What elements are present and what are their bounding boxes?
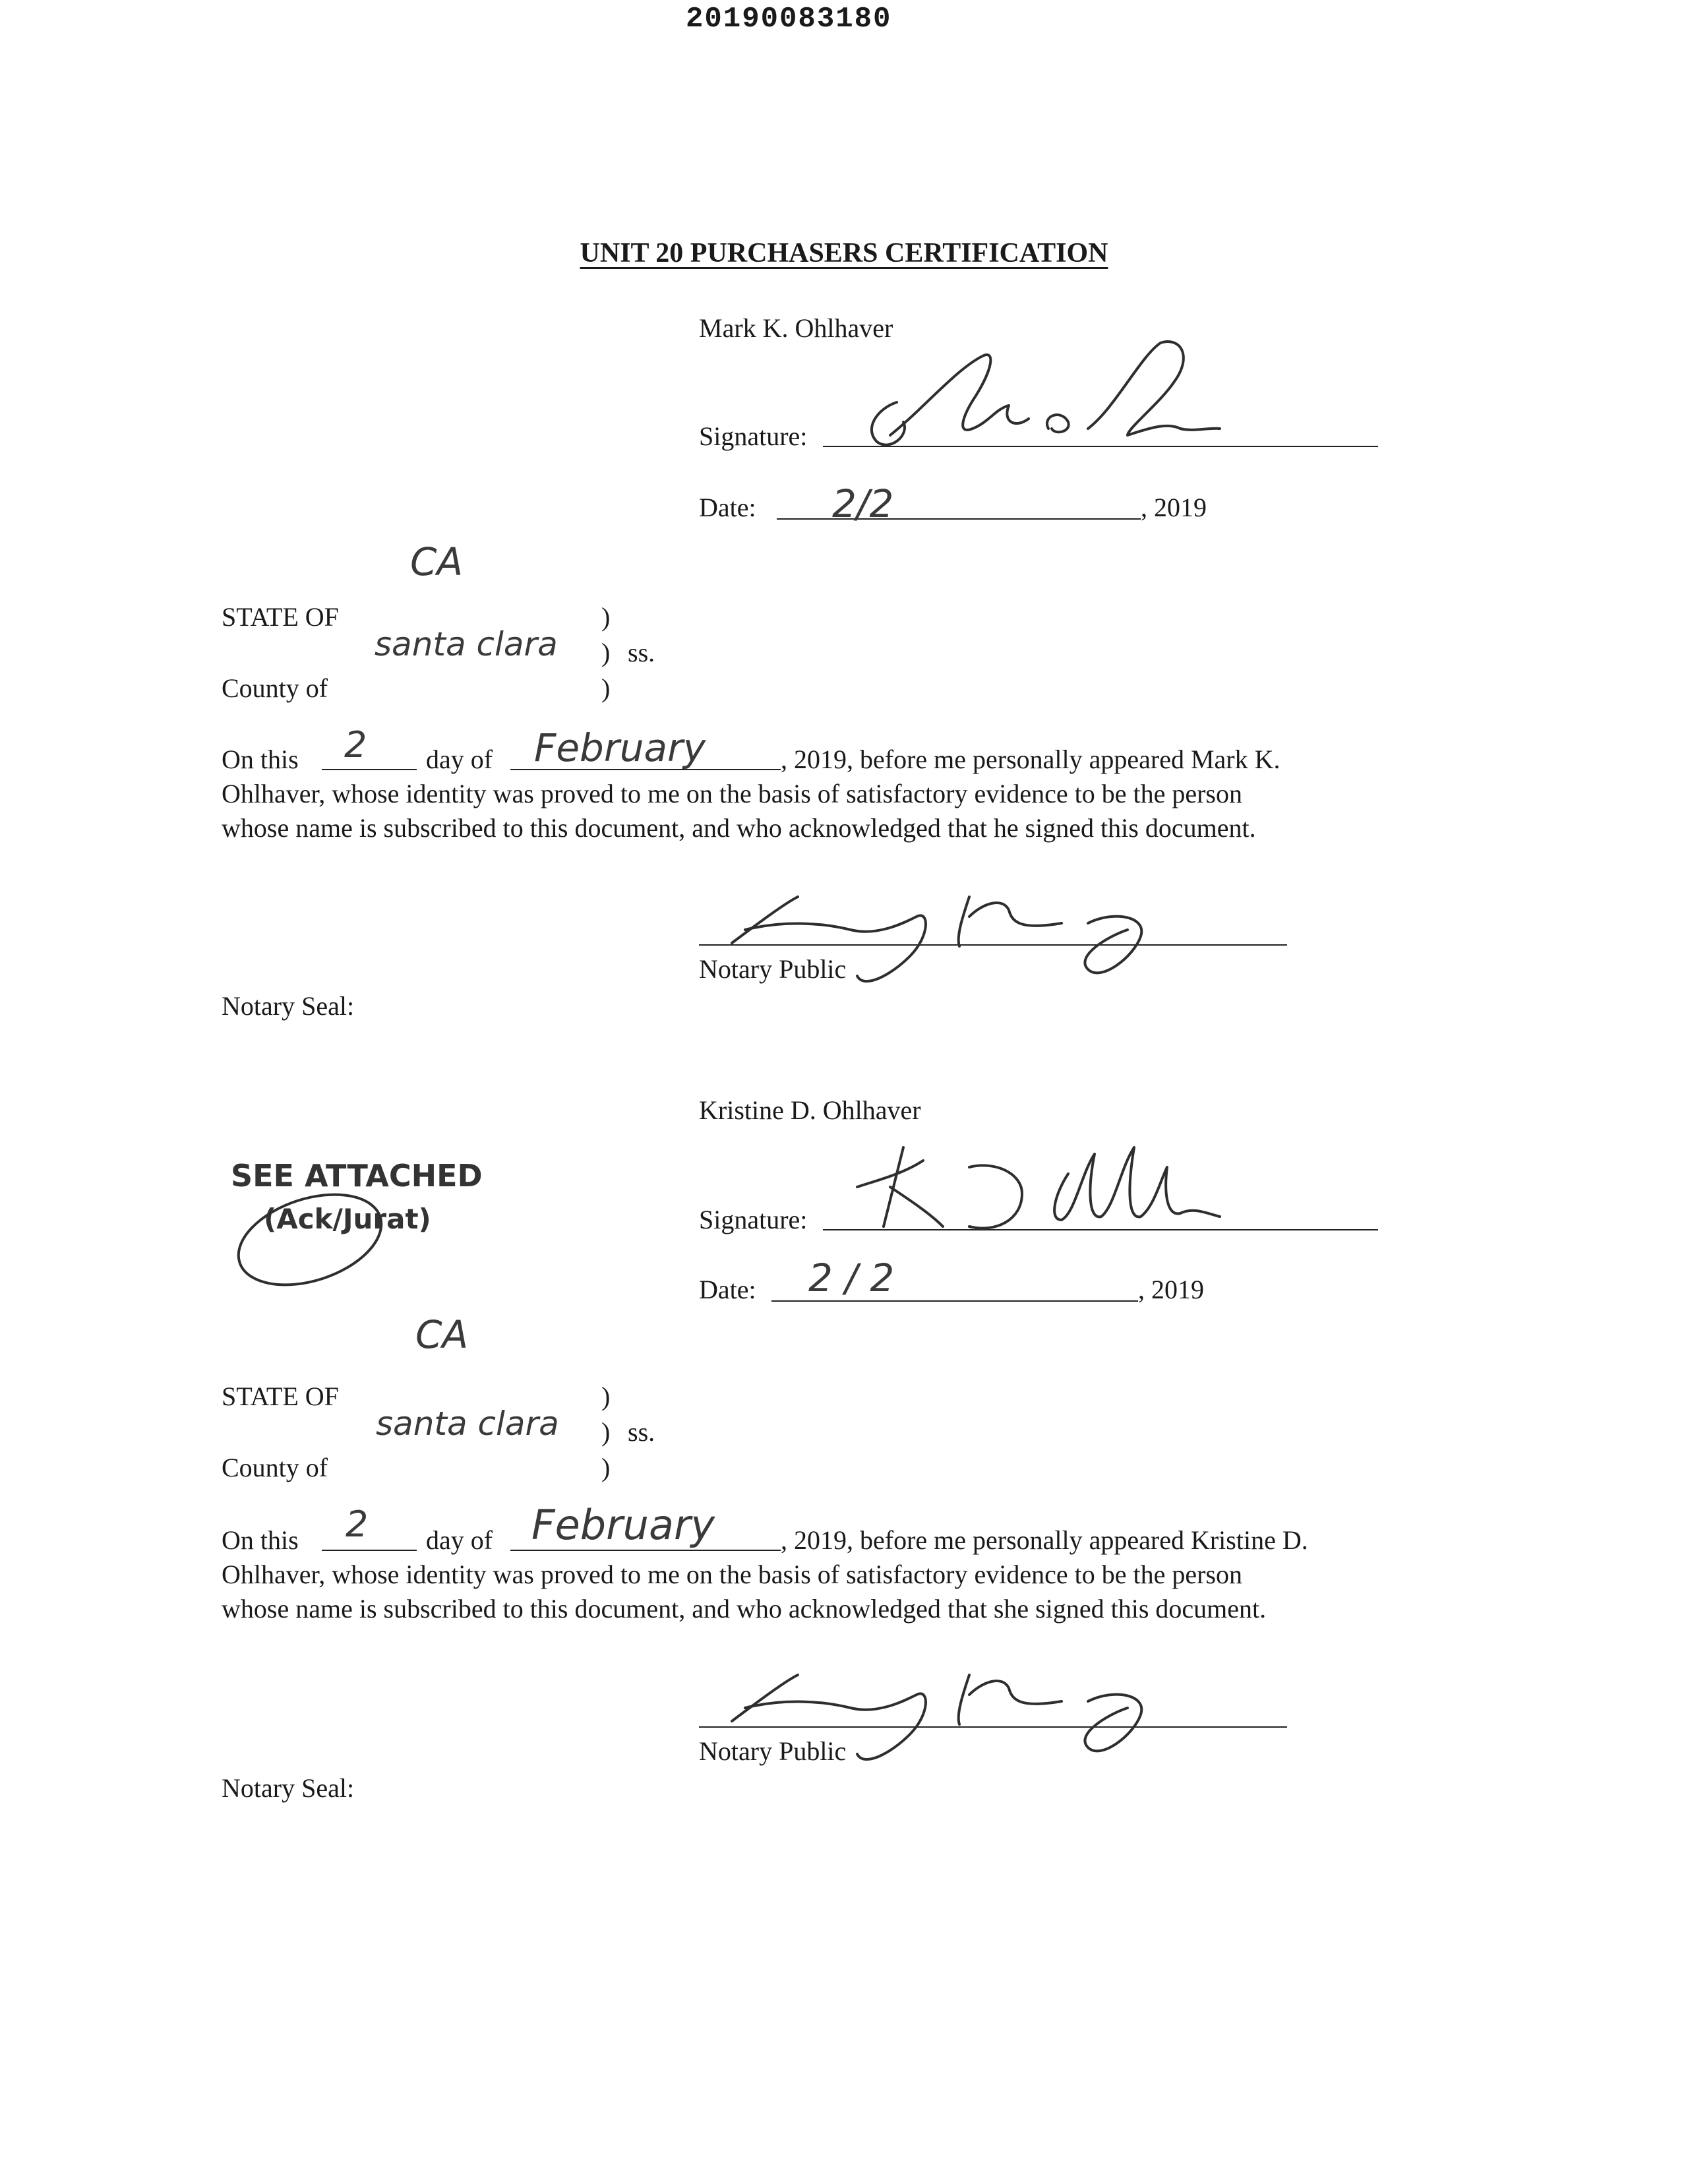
date-handwritten-2: 2 / 2 [808,1256,895,1300]
para-text-2c: whose name is subscribed to this document, and who acknowledged that she signed this document. [222,1594,1267,1623]
date-label-1: Date: [699,493,756,522]
signature-mark-ohlhaver [851,330,1207,481]
notary-seal-label-2: Notary Seal: [222,1773,355,1803]
para-text-1b: Ohlhaver, whose identity was proved to me on the basis of satisfactory evidence to be the person [222,779,1242,808]
signature-kristine-ohlhaver [831,1134,1226,1240]
ss-label-1: ss. [628,638,655,667]
day-of-label-1: day of [426,744,493,774]
page-title [0,237,1688,269]
date-line-1 [777,518,1141,520]
see-attached-stamp: SEE ATTACHED [231,1158,483,1194]
paren-2c: ) [601,1453,611,1482]
date-label-2: Date: [699,1275,756,1304]
purchaser-name-1: Mark K. Ohlhaver [699,313,893,343]
county-label-1: County of [222,673,328,703]
para-text-1c: whose name is subscribed to this document, and who acknowledged that he signed this document. [222,813,1256,843]
state-label-1: STATE OF [222,602,339,632]
ack-jurat-stamp: (Ack/Jurat) [264,1203,431,1235]
para-text-2b: Ohlhaver, whose identity was proved to me on the basis of satisfactory evidence to be the person [222,1560,1242,1589]
signature-label-2: Signature: [699,1205,808,1234]
date-line-2 [771,1300,1138,1302]
notary-public-label-1: Notary Public [699,954,847,984]
paren-2b: ) [601,1417,611,1447]
day-handwritten-1: 2 [344,724,367,766]
paren-1c: ) [601,673,611,703]
paren-2a: ) [601,1381,611,1411]
date-year-1: , 2019 [1141,493,1207,522]
day-handwritten-2: 2 [346,1503,369,1545]
county-handwritten-1: santa clara [375,625,558,663]
day-line-2 [322,1550,417,1551]
month-line-2 [510,1550,781,1551]
notary-public-label-2: Notary Public [699,1736,847,1766]
on-this-label-1: On this [222,744,299,774]
para-text-2a: , 2019, before me personally appeared Kristine D. [781,1525,1308,1555]
on-this-label-2: On this [222,1525,299,1555]
title-text: UNIT 20 PURCHASERS CERTIFICATION [580,238,1108,268]
date-year-2: , 2019 [1138,1275,1204,1304]
paren-1b: ) [601,638,611,667]
state-handwritten-1: CA [410,539,464,584]
date-handwritten-1: 2/2 [832,481,894,526]
signature-label-1: Signature: [699,421,808,451]
state-handwritten-2: CA [415,1312,469,1357]
notary-seal-label-1: Notary Seal: [222,991,355,1021]
month-handwritten-1: February [534,725,706,770]
paren-1a: ) [601,602,611,632]
day-line-1 [322,769,417,770]
ss-label-2: ss. [628,1417,655,1447]
county-handwritten-2: santa clara [376,1405,559,1443]
stamp-circle [231,1187,396,1299]
month-handwritten-2: February [531,1501,715,1549]
purchaser-name-2: Kristine D. Ohlhaver [699,1095,921,1125]
document-number: 20190083180 [686,3,892,36]
county-label-2: County of [222,1453,328,1482]
para-text-1a: , 2019, before me personally appeared Mark K. [781,744,1281,774]
day-of-label-2: day of [426,1525,493,1555]
state-label-2: STATE OF [222,1381,339,1411]
